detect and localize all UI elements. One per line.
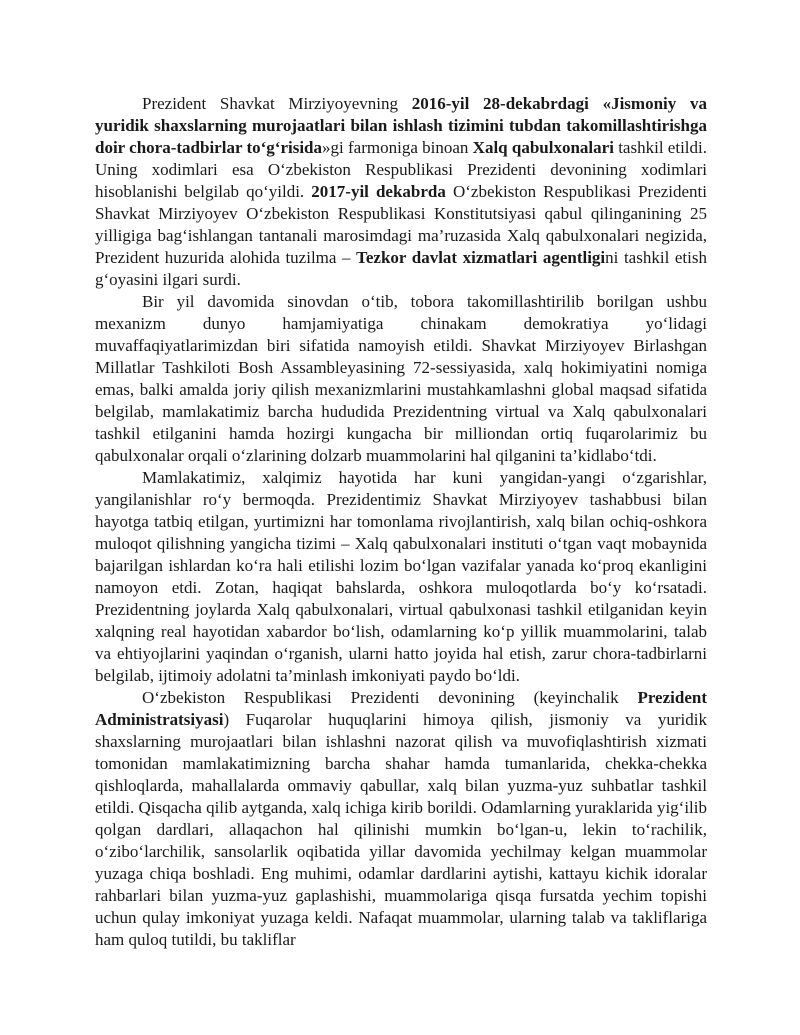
paragraph-4 <box>95 687 707 951</box>
document-page <box>95 93 707 951</box>
paragraph-1-text-1: Prezident Shavkat Mirziyoyevning <box>142 94 412 113</box>
paragraph-1 <box>95 93 707 291</box>
paragraph-1-bold-agency: Tezkor davlat xizmatlari agentligi <box>356 248 606 267</box>
paragraph-1-text-2: »gi farmoniga binoan <box>322 138 473 157</box>
paragraph-1-text-4: O‘zbekiston Respublikasi Prezidenti Shavkat Mirziyoyev O‘zbekiston Respublikasi Konstitutsiyasi qabul qilinganining 25 yilligiga bag‘ishlangan tantanali marosimdagi ma’ruzasida Xalq qabulxonalari negizida, Prezident huzurida alohida tuzilma – <box>95 182 707 267</box>
paragraph-1-bold-date: 2017-yil dekabrda <box>311 182 446 201</box>
paragraph-1-text-3: tashkil etildi. Uning xodimlari esa O‘zbekiston Respublikasi Prezidenti devonining xodimlari hisoblanishi belgilab qo‘yildi. <box>95 138 707 201</box>
paragraph-1-bold-decree: 2016-yil 28-dekabrdagi «Jismoniy va yuridik shaxslarning murojaatlari bilan ishlash tizimini tubdan takomillashtirishga doir chora-tadbirlar to‘g‘risida <box>95 94 707 157</box>
paragraph-4-bold-administration: Prezident Administratsiyasi <box>95 688 707 729</box>
paragraph-4-text-2: ) Fuqarolar huquqlarini himoya qilish, jismoniy va yuridik shaxslarning murojaatlari bilan ishlashni nazorat qilish va muvofiqlashtirish xizmati tomonidan mamlakatimizning barcha shahar hamda tumanlarida, chekka-chekka qishloqlarda, mahallalarda ommaviy qabullar, xalq bilan yuzma-yuz suhbatlar tashkil etildi. Qisqacha qilib aytganda, xalq ichiga kirib borildi. Odamlarning yuraklarida yig‘ilib qolgan dardlari, allaqachon hal qilinishi mumkin bo‘lgan-u, lekin to‘rachilik, o‘zibo‘larchilik, sansolarlik oqibatida yillar davomida yechilmay kelgan muammolar yuzaga chiqa boshladi. Eng muhimi, odamlar dardlarini aytishi, kattayu kichik idoralar rahbarlari bilan yuzma-yuz gaplashishi, muammolariga qisqa fursatda yechim topishi uchun qulay imkoniyat yuzaga keldi. Nafaqat muammolar, ularning talab va takliflariga ham quloq tutildi, bu takliflar <box>95 710 707 949</box>
paragraph-4-text-1: O‘zbekiston Respublikasi Prezidenti devonining (keyinchalik <box>142 688 638 707</box>
paragraph-1-bold-reception: Xalq qabulxonalari <box>472 138 614 157</box>
paragraph-1-text-5: ni tashkil etish g‘oyasini ilgari surdi. <box>95 248 707 289</box>
paragraph-2: Bir yil davomida sinovdan o‘tib, tobora takomillashtirilib borilgan ushbu mexanizm dunyo hamjamiyatiga chinakam demokratiya yo‘lidagi muvaffaqiyatlarimizdan biri sifatida namoyish etildi. Shavkat Mirziyoyev Birlashgan Millatlar Tashkiloti Bosh Assambleyasining 72-sessiyasida, xalq hokimiyatini nomiga emas, balki amalda joriy qilish mexanizmlarini mustahkamlashni global maqsad sifatida belgilab, mamlakatimiz barcha hududida Prezidentning virtual va Xalq qabulxonalari tashkil etilganini hamda hozirgi kungacha bir milliondan ortiq fuqarolarimiz bu qabulxonalar orqali o‘zlarining dolzarb muammolarini hal qilganini ta’kidlabo‘tdi. <box>95 292 707 465</box>
paragraph-3: Mamlakatimiz, xalqimiz hayotida har kuni yangidan-yangi o‘zgarishlar, yangilanishlar ro‘y bermoqda. Prezidentimiz Shavkat Mirziyoyev tashabbusi bilan hayotga tatbiq etilgan, yurtimizni har tomonlama rivojlantirish, xalq bilan ochiq-oshkora muloqot qilishning yangicha tizimi – Xalq qabulxonalari instituti o‘tgan vaqt mobaynida bajarilgan ishlardan ko‘ra hali etilishi lozim bo‘lgan vazifalar yanada ko‘proq ekanligini namoyon etdi. Zotan, haqiqat bahslarda, oshkora muloqotlarda bo‘y ko‘rsatadi. Prezidentning joylarda Xalq qabulxonalari, virtual qabulxonasi tashkil etilganidan keyin xalqning real hayotidan xabardor bo‘lish, odamlarning ko‘p yillik muammolarini, talab va ehtiyojlarini yaqindan o‘rganish, ularni hatto joyida hal etish, zarur chora-tadbirlarni belgilab, ijtimoiy adolatni ta’minlash imkoniyati paydo bo‘ldi. <box>95 468 707 685</box>
